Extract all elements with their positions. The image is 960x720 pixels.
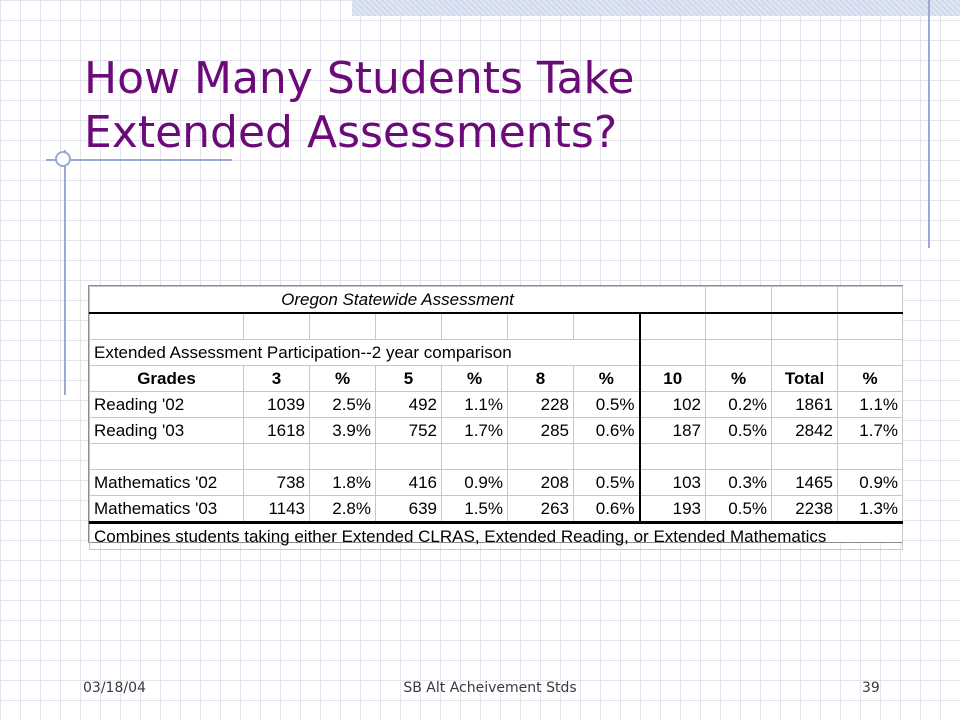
- footer-date: 03/18/04: [83, 680, 146, 696]
- header-cell: 5: [376, 366, 442, 392]
- table-cell: 0.5%: [574, 470, 640, 496]
- table-footnote: Combines students taking either Extended CLRAS, Extended Reading, or Extended Mathematics: [90, 523, 903, 550]
- left-decorative-line: [64, 150, 66, 395]
- header-cell: %: [706, 366, 772, 392]
- table-cell: 187: [640, 418, 706, 444]
- row-label: Reading '02: [90, 392, 244, 418]
- table-cell: 1861: [772, 392, 838, 418]
- table-cell: 2.5%: [310, 392, 376, 418]
- table-cell: 2238: [772, 496, 838, 523]
- table-cell: 1039: [244, 392, 310, 418]
- table-row: [90, 392, 903, 418]
- table-cell: 738: [244, 470, 310, 496]
- top-decorative-stripe: [352, 0, 960, 16]
- table-subtitle: Extended Assessment Participation--2 year comparison: [90, 340, 640, 366]
- row-label: Reading '03: [90, 418, 244, 444]
- header-cell: %: [838, 366, 903, 392]
- decorative-ring: [55, 151, 71, 167]
- table-cell: 3.9%: [310, 418, 376, 444]
- header-cell: %: [574, 366, 640, 392]
- table-cell: 1.5%: [442, 496, 508, 523]
- row-label: Mathematics '03: [90, 496, 244, 523]
- header-cell: 8: [508, 366, 574, 392]
- header-cell: 10: [640, 366, 706, 392]
- table-cell: 1.7%: [442, 418, 508, 444]
- table-header-row: [90, 366, 903, 392]
- table-cell: 285: [508, 418, 574, 444]
- table-row: [90, 496, 903, 523]
- header-cell: Total: [772, 366, 838, 392]
- table-cell: 102: [640, 392, 706, 418]
- table-cell: 0.9%: [838, 470, 903, 496]
- table-cell: 2.8%: [310, 496, 376, 523]
- table-cell: 2842: [772, 418, 838, 444]
- row-label: Mathematics '02: [90, 470, 244, 496]
- footer-title: SB Alt Acheivement Stds: [403, 680, 577, 696]
- participation-table: [89, 286, 903, 550]
- table-title: Oregon Statewide Assessment: [90, 287, 706, 314]
- table-row: [90, 470, 903, 496]
- header-cell: %: [310, 366, 376, 392]
- table-title-row: [90, 287, 903, 314]
- table-cell: 1.7%: [838, 418, 903, 444]
- table-cell: 752: [376, 418, 442, 444]
- table-cell: 263: [508, 496, 574, 523]
- data-table-frame: [88, 285, 903, 546]
- header-cell: 3: [244, 366, 310, 392]
- table-cell: 1.3%: [838, 496, 903, 523]
- slide-title-line-2: Extended Assessments?: [84, 107, 618, 158]
- table-footnote-row: [90, 523, 903, 550]
- slide-number: 39: [862, 680, 880, 696]
- table-cell: 0.9%: [442, 470, 508, 496]
- table-cell: 0.5%: [574, 392, 640, 418]
- table-cell: 228: [508, 392, 574, 418]
- header-cell: Grades: [90, 366, 244, 392]
- table-cell: 639: [376, 496, 442, 523]
- table-cell: 1.8%: [310, 470, 376, 496]
- table-cell: 1.1%: [442, 392, 508, 418]
- table-row: [90, 418, 903, 444]
- table-cell: 0.5%: [706, 418, 772, 444]
- table-cell: 1.1%: [838, 392, 903, 418]
- table-cell: 416: [376, 470, 442, 496]
- table-cell: 193: [640, 496, 706, 523]
- table-subtitle-row: [90, 340, 903, 366]
- table-cell: 0.2%: [706, 392, 772, 418]
- table-cell: 0.6%: [574, 418, 640, 444]
- slide-title: [84, 52, 904, 160]
- right-decorative-line: [928, 0, 930, 248]
- table-cell: 103: [640, 470, 706, 496]
- header-cell: %: [442, 366, 508, 392]
- table-cell: 0.6%: [574, 496, 640, 523]
- table-cell: 0.5%: [706, 496, 772, 523]
- table-cell: 208: [508, 470, 574, 496]
- table-cell: 1618: [244, 418, 310, 444]
- slide-title-line-1: How Many Students Take: [84, 53, 635, 104]
- table-cell: 1465: [772, 470, 838, 496]
- table-cell: 492: [376, 392, 442, 418]
- table-empty-row: [90, 313, 903, 340]
- table-empty-row: [90, 444, 903, 470]
- table-cell: 1143: [244, 496, 310, 523]
- table-cell: 0.3%: [706, 470, 772, 496]
